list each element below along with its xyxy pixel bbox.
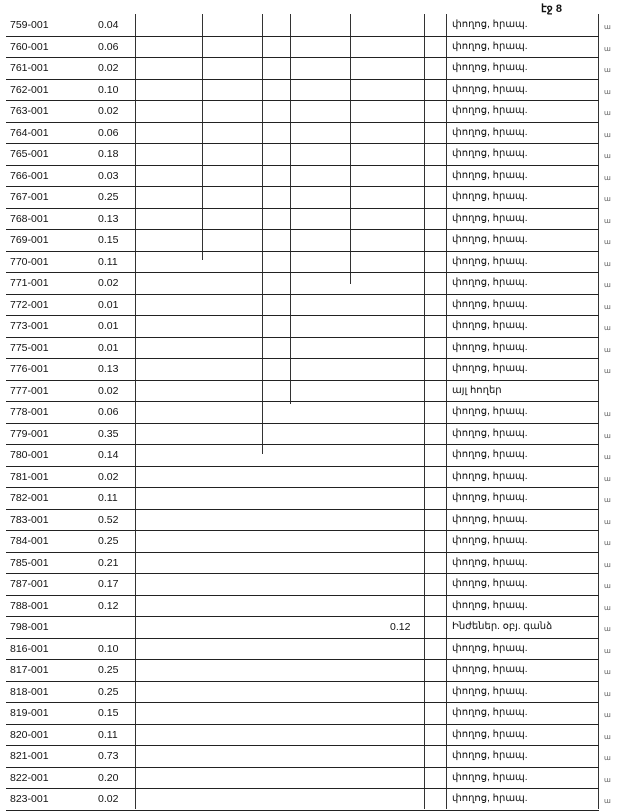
table-row: [6, 444, 611, 467]
table-row: [6, 659, 611, 682]
parcel-code: 759-001: [10, 19, 49, 31]
parcel-code: 761-001: [10, 62, 49, 74]
margin-mark: ա: [604, 626, 611, 633]
parcel-code: 798-001: [10, 621, 49, 633]
parcel-code: 822-001: [10, 771, 49, 784]
area-value: 0.15: [98, 234, 119, 246]
land-use-description: փողոց, հրապ.: [452, 40, 528, 52]
area-value: 0.21: [98, 556, 119, 569]
table-row: [6, 14, 611, 37]
parcel-code: 772-001: [10, 298, 49, 311]
margin-mark: ա: [604, 110, 611, 117]
area-value: 0.06: [98, 126, 119, 139]
table-row: [6, 57, 611, 80]
margin-mark: ա: [604, 776, 611, 784]
margin-mark: ա: [604, 217, 611, 225]
area-value: 0.35: [98, 427, 119, 440]
land-use-description: փողոց, հրապ.: [452, 707, 528, 718]
margin-mark: ա: [604, 604, 611, 612]
land-use-description: փողոց, հրապ.: [452, 212, 528, 224]
parcel-code: 817-001: [10, 664, 49, 676]
land-use-description: փողոց, հրապ.: [452, 148, 528, 159]
margin-mark: ա: [604, 583, 611, 590]
margin-mark: ա: [604, 432, 611, 440]
secondary-value: 0.12: [390, 621, 411, 633]
margin-mark: ա: [604, 196, 611, 203]
margin-mark: ա: [604, 45, 611, 53]
parcel-code: 765-001: [10, 148, 49, 160]
table-row: [6, 272, 611, 295]
parcel-code: 816-001: [10, 642, 49, 655]
area-value: 0.15: [98, 707, 119, 719]
area-value: 0.02: [98, 277, 119, 289]
margin-mark: ա: [604, 518, 611, 526]
table-row: [6, 143, 611, 166]
land-use-description: Ինժեներ. օբյ. գանձ: [452, 621, 553, 632]
parcel-code: 781-001: [10, 470, 49, 483]
table-row: [6, 358, 611, 381]
margin-mark: ա: [604, 153, 611, 160]
land-use-description: փողոց, հրապ.: [452, 642, 528, 654]
table-row: [6, 638, 611, 661]
table-row: [6, 788, 611, 811]
land-use-description: փողոց, հրապ.: [452, 449, 528, 460]
area-value: 0.11: [98, 492, 118, 504]
parcel-code: 764-001: [10, 126, 49, 139]
area-value: 0.04: [98, 19, 119, 31]
table-row: [6, 165, 611, 188]
table-row: [6, 337, 611, 360]
parcel-code: 788-001: [10, 599, 49, 612]
land-use-description: փողոց, հրապ.: [452, 427, 528, 439]
table-row: [6, 294, 611, 317]
table-row: [6, 186, 611, 209]
parcel-code: 785-001: [10, 556, 49, 569]
table-row: [6, 229, 611, 252]
area-value: 0.52: [98, 513, 119, 526]
table-row: [6, 681, 611, 704]
margin-mark: ա: [604, 733, 611, 741]
area-value: 0.11: [98, 255, 118, 268]
land-use-description: փողոց, հրապ.: [452, 298, 528, 310]
margin-mark: ա: [604, 346, 611, 354]
margin-mark: ա: [604, 131, 611, 139]
parcel-code: 782-001: [10, 492, 49, 504]
margin-mark: ա: [604, 368, 611, 375]
parcel-code: 762-001: [10, 83, 49, 96]
table-row: [6, 380, 599, 403]
table-row: [6, 208, 611, 231]
margin-mark: ա: [604, 88, 611, 96]
area-value: 0.25: [98, 535, 119, 547]
land-use-description: փողոց, հրապ.: [452, 363, 528, 374]
area-value: 0.06: [98, 40, 119, 53]
table-row: [6, 530, 611, 553]
margin-mark: ա: [604, 260, 611, 268]
area-value: 0.12: [98, 599, 119, 612]
table-row: [6, 487, 611, 510]
table-row: [6, 745, 611, 768]
parcel-code: 780-001: [10, 449, 49, 461]
parcel-code: 776-001: [10, 363, 49, 375]
land-parcel-table: [6, 14, 611, 809]
margin-mark: ա: [604, 67, 611, 74]
margin-mark: ա: [604, 454, 611, 461]
margin-mark: ա: [604, 475, 611, 483]
land-use-description: փողոց, հրապ.: [452, 750, 528, 761]
parcel-code: 777-001: [10, 384, 49, 397]
table-row: [6, 595, 611, 618]
area-value: 0.17: [98, 578, 119, 590]
table-row: [6, 36, 611, 59]
land-use-description: փողոց, հրապ.: [452, 341, 528, 353]
area-value: 0.02: [98, 384, 119, 397]
land-use-description: փողոց, հրապ.: [452, 191, 528, 202]
table-row: [6, 702, 611, 725]
parcel-code: 771-001: [10, 277, 49, 289]
table-row: [6, 767, 611, 790]
land-use-description: փողոց, հրապ.: [452, 535, 528, 546]
table-row: [6, 573, 611, 596]
land-use-description: փողոց, հրապ.: [452, 19, 528, 30]
area-value: 0.03: [98, 169, 119, 182]
area-value: 0.02: [98, 105, 119, 117]
margin-mark: ա: [604, 174, 611, 182]
parcel-code: 769-001: [10, 234, 49, 246]
margin-mark: ա: [604, 325, 611, 332]
land-use-description: փողոց, հրապ.: [452, 62, 528, 73]
table-row: [6, 401, 611, 424]
area-value: 0.13: [98, 363, 119, 375]
area-value: 0.13: [98, 212, 119, 225]
land-use-description: փողոց, հրապ.: [452, 255, 528, 267]
margin-mark: ա: [604, 690, 611, 698]
margin-mark: ա: [604, 540, 611, 547]
parcel-code: 773-001: [10, 320, 49, 332]
land-use-description: փողոց, հրապ.: [452, 728, 528, 740]
margin-mark: ա: [604, 411, 611, 418]
area-value: 0.11: [98, 728, 118, 741]
margin-mark: ա: [604, 303, 611, 311]
table-row: [6, 724, 611, 747]
area-value: 0.25: [98, 685, 119, 698]
margin-mark: ա: [604, 282, 611, 289]
table-row: [6, 509, 611, 532]
table-row: [6, 315, 611, 338]
area-value: 0.25: [98, 664, 119, 676]
land-use-description: փողոց, հրապ.: [452, 664, 528, 675]
land-use-description: փողոց, հրապ.: [452, 599, 528, 611]
page-number-label: էջ 8: [541, 3, 562, 15]
margin-mark: ա: [604, 24, 611, 31]
area-value: 0.01: [98, 320, 119, 332]
table-row: [6, 423, 611, 446]
land-use-description: փողոց, հրապ.: [452, 169, 528, 181]
land-use-description: փողոց, հրապ.: [452, 406, 528, 417]
table-row: [6, 100, 611, 123]
margin-mark: ա: [604, 647, 611, 655]
parcel-code: 818-001: [10, 685, 49, 698]
land-use-description: փողոց, հրապ.: [452, 126, 528, 138]
parcel-code: 768-001: [10, 212, 49, 225]
parcel-code: 787-001: [10, 578, 49, 590]
land-use-description: փողոց, հրապ.: [452, 793, 528, 804]
land-use-description: փողոց, հրապ.: [452, 492, 528, 503]
area-value: 0.02: [98, 470, 119, 483]
parcel-code: 778-001: [10, 406, 49, 418]
parcel-code: 821-001: [10, 750, 49, 762]
area-value: 0.10: [98, 83, 119, 96]
land-use-description: փողոց, հրապ.: [452, 578, 528, 589]
parcel-code: 784-001: [10, 535, 49, 547]
parcel-code: 783-001: [10, 513, 49, 526]
area-value: 0.02: [98, 793, 119, 805]
area-value: 0.06: [98, 406, 119, 418]
land-use-description: այլ հողեր: [452, 384, 502, 396]
table-row: [6, 616, 611, 639]
margin-mark: ա: [604, 798, 611, 805]
margin-mark: ա: [604, 712, 611, 719]
parcel-code: 770-001: [10, 255, 49, 268]
parcel-code: 766-001: [10, 169, 49, 182]
area-value: 0.20: [98, 771, 119, 784]
table-row: [6, 122, 611, 145]
parcel-code: 763-001: [10, 105, 49, 117]
land-use-description: փողոց, հրապ.: [452, 234, 528, 245]
parcel-code: 760-001: [10, 40, 49, 53]
margin-mark: ա: [604, 561, 611, 569]
table-row: [6, 251, 611, 274]
area-value: 0.18: [98, 148, 119, 160]
land-use-description: փողոց, հրապ.: [452, 277, 528, 288]
parcel-code: 779-001: [10, 427, 49, 440]
land-use-description: փողոց, հրապ.: [452, 685, 528, 697]
area-value: 0.02: [98, 62, 119, 74]
land-use-description: փողոց, հրապ.: [452, 556, 528, 568]
margin-mark: ա: [604, 669, 611, 676]
land-use-description: փողոց, հրապ.: [452, 470, 528, 482]
parcel-code: 767-001: [10, 191, 49, 203]
parcel-code: 819-001: [10, 707, 49, 719]
area-value: 0.01: [98, 341, 119, 354]
margin-mark: ա: [604, 497, 611, 504]
area-value: 0.14: [98, 449, 119, 461]
land-use-description: փողոց, հրապ.: [452, 771, 528, 783]
area-value: 0.25: [98, 191, 119, 203]
parcel-code: 820-001: [10, 728, 49, 741]
area-value: 0.10: [98, 642, 119, 655]
margin-mark: ա: [604, 239, 611, 246]
table-row: [6, 466, 611, 489]
area-value: 0.01: [98, 298, 119, 311]
table-row: [6, 79, 611, 102]
area-value: 0.73: [98, 750, 119, 762]
land-use-description: փողոց, հրապ.: [452, 513, 528, 525]
margin-mark: ա: [604, 755, 611, 762]
parcel-code: 823-001: [10, 793, 49, 805]
land-use-description: փողոց, հրապ.: [452, 320, 528, 331]
land-use-description: փողոց, հրապ.: [452, 105, 528, 116]
land-use-description: փողոց, հրապ.: [452, 83, 528, 95]
table-row: [6, 552, 611, 575]
parcel-code: 775-001: [10, 341, 49, 354]
